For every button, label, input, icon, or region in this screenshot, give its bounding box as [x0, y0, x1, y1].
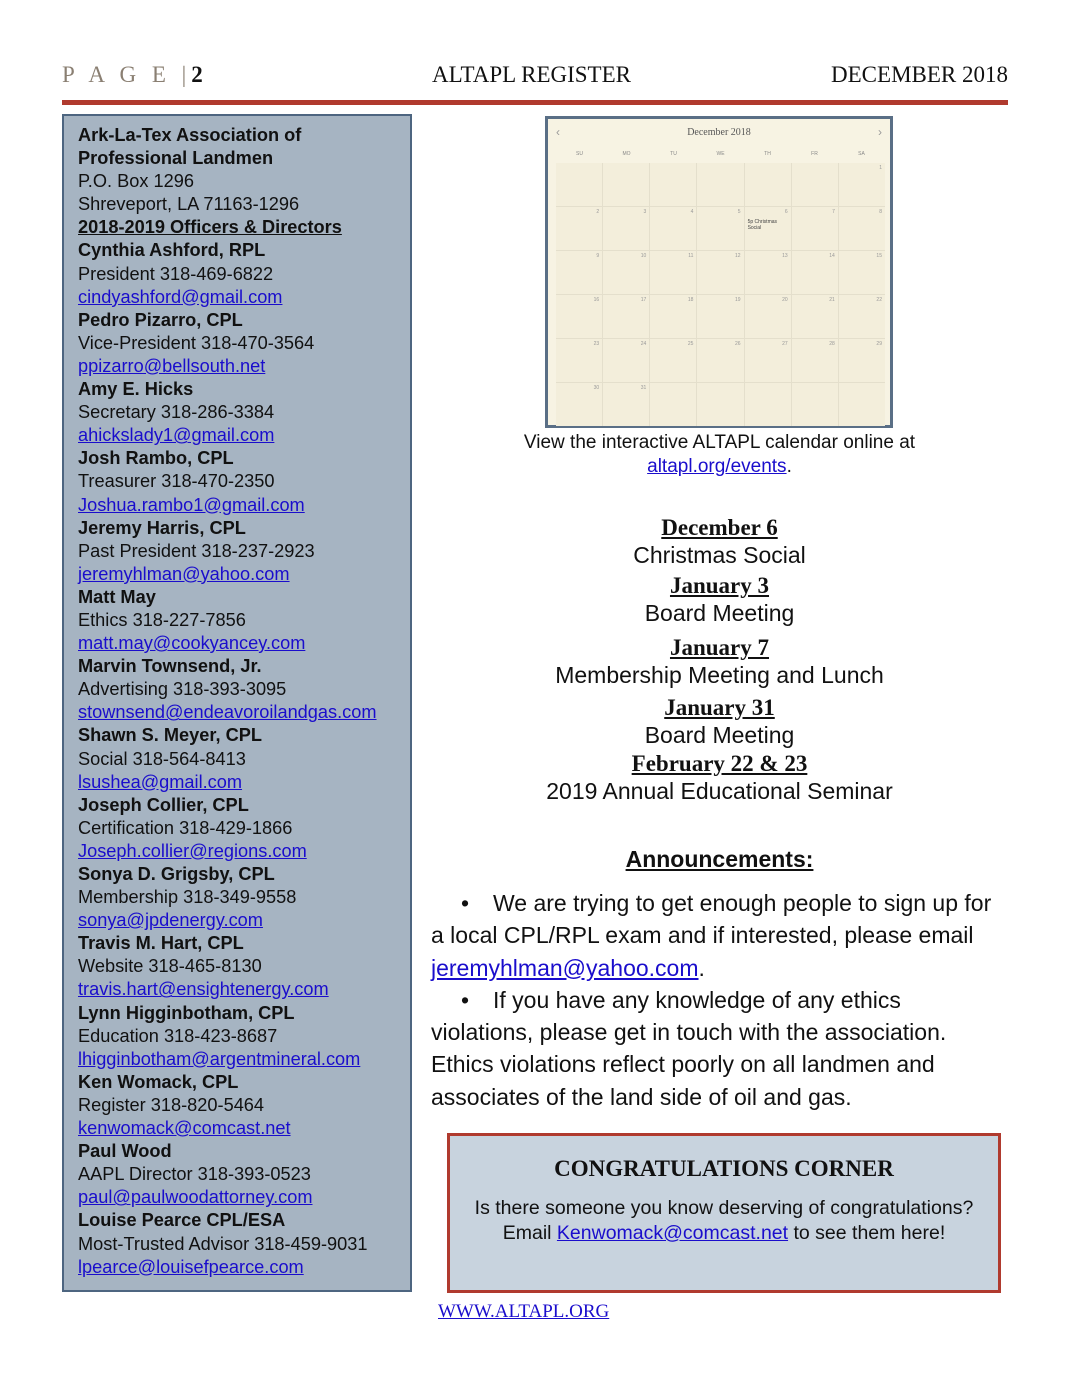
calendar-day-cell[interactable] [839, 251, 885, 294]
calendar-grid [556, 163, 885, 426]
officer-email-link[interactable]: lsushea@gmail.com [78, 771, 243, 792]
officer-role-phone: President 318-469-6822 [78, 263, 274, 284]
officer-email-link[interactable]: stownsend@endeavoroilandgas.com [78, 702, 377, 723]
officer-name: Marvin Townsend, Jr. [78, 656, 262, 677]
calendar-event[interactable]: 5p Christmas Social [747, 219, 778, 231]
day-number: 1 [879, 165, 882, 171]
calendar-caption: View the interactive ALTAPL calendar online at altapl.org/events. [523, 432, 916, 477]
announcement-item: • If you have any knowledge of any ethics violations, please get in touch with the association. Ethics violations reflect poorly on all landmen and associates of the land side of oil and gas. [431, 984, 1007, 1113]
event-date: December 6 [661, 515, 778, 540]
day-number: 2 [596, 209, 600, 215]
calendar-day-cell[interactable] [839, 339, 885, 382]
day-number: 26 [735, 341, 741, 347]
day-number: 18 [687, 297, 694, 303]
day-number: 10 [640, 253, 647, 259]
officer-name: Sonya D. Grigsby, CPL [78, 864, 275, 884]
announcement-item: • We are trying to get enough people to sign up for a local CPL/RPL exam and if interested, please email jeremyhlman@yahoo.com. [431, 887, 1007, 984]
officer-email-link[interactable]: paul@paulwoodattorney.com [78, 1187, 313, 1208]
calendar-day-cell[interactable] [556, 339, 602, 382]
officer-name: Shawn S. Meyer, CPL [78, 725, 262, 746]
calendar-day-cell[interactable] [603, 295, 649, 338]
officer-name: Matt May [78, 586, 156, 607]
event-date: February 22 & 23 [631, 751, 808, 776]
calendar-day-cell[interactable] [650, 339, 696, 382]
day-number: 4 [690, 209, 694, 215]
next-month-icon[interactable]: › [878, 125, 882, 139]
officer-role-phone: Advertising 318-393-3095 [78, 679, 287, 700]
calendar-day-cell[interactable] [697, 295, 743, 338]
day-number: 21 [829, 297, 835, 303]
calendar-day-cell[interactable] [697, 251, 743, 294]
weekday-label: TU [670, 151, 677, 157]
calendar-day-cell[interactable] [697, 383, 743, 426]
calendar-day-cell[interactable] [603, 163, 649, 206]
address-line2: Shreveport, LA 71163-1296 [78, 194, 300, 215]
officer-role-phone: Past President 318-237-2923 [78, 540, 315, 561]
calendar-day-cell[interactable] [839, 207, 885, 250]
day-number: 14 [829, 253, 835, 259]
officer-role-phone: Website 318-465-8130 [78, 956, 262, 977]
officer-role-phone: Treasurer 318-470-2350 [78, 471, 275, 492]
officer-role-phone: Ethics 318-227-7856 [78, 609, 246, 630]
officer-email-link[interactable]: jeremyhlman@yahoo.com [78, 563, 290, 584]
calendar-day-cell[interactable] [650, 295, 696, 338]
event-name: Membership Meeting and Lunch [555, 662, 884, 688]
officer-email-link[interactable]: Joshua.rambo1@gmail.com [78, 494, 305, 515]
officer-role-phone: Certification 318-429-1866 [78, 817, 293, 838]
calendar-day-cell[interactable] [745, 163, 791, 206]
calendar-day-cell[interactable] [603, 207, 649, 250]
newsletter-title: ALTAPL REGISTER [432, 62, 631, 87]
day-number: 29 [876, 341, 882, 347]
announcement-email-link[interactable]: jeremyhlman@yahoo.com [431, 954, 699, 981]
calendar-day-cell[interactable] [603, 383, 649, 426]
officer-role-phone: AAPL Director 318-393-0523 [78, 1164, 311, 1185]
congratulations-email-link[interactable]: Kenwomack@comcast.net [556, 1222, 789, 1244]
calendar-day-cell[interactable] [650, 163, 696, 206]
officer-role-phone: Membership 318-349-9558 [78, 887, 297, 908]
officer-role-phone: Most-Trusted Advisor 318-459-9031 [78, 1233, 368, 1254]
day-number: 17 [640, 297, 647, 303]
prev-month-icon[interactable]: ‹ [556, 125, 560, 139]
announcements-heading: Announcements: [625, 846, 814, 872]
officer-name: Amy E. Hicks [78, 379, 194, 400]
calendar-day-cell[interactable] [839, 383, 885, 426]
calendar-day-cell[interactable] [792, 251, 838, 294]
day-number: 30 [593, 385, 600, 391]
event-date: January 3 [669, 573, 770, 598]
org-name-line1: Ark-La-Tex Association of [78, 125, 302, 145]
weekday-label: TH [764, 151, 771, 157]
officer-email-link[interactable]: cindyashford@gmail.com [78, 286, 283, 307]
day-number: 25 [687, 341, 694, 347]
calendar-day-cell[interactable] [745, 251, 791, 294]
day-number: 27 [782, 341, 788, 347]
officer-name: Pedro Pizarro, CPL [78, 309, 243, 330]
officer-name: Cynthia Ashford, RPL [78, 240, 266, 261]
calendar-day-cell[interactable] [792, 383, 838, 426]
day-number: 9 [596, 253, 600, 259]
day-number: 23 [593, 341, 600, 347]
calendar-day-cell[interactable] [745, 207, 791, 250]
congratulations-box [447, 1133, 1001, 1293]
calendar-day-cell[interactable] [556, 383, 602, 426]
website-link[interactable]: WWW.ALTAPL.ORG [438, 1301, 610, 1322]
event-name: Christmas Social [633, 542, 806, 568]
calendar-day-cell[interactable] [745, 339, 791, 382]
calendar-day-cell[interactable] [697, 207, 743, 250]
day-number: 24 [640, 341, 647, 347]
weekday-label: WE [716, 151, 725, 157]
calendar-day-cell[interactable] [556, 251, 602, 294]
calendar-day-cell[interactable] [839, 295, 885, 338]
congratulations-title: CONGRATULATIONS CORNER [554, 1156, 894, 1181]
officer-role-phone: Vice-President 318-470-3564 [78, 332, 315, 353]
congratulations-text: Is there someone you know deserving of congratulations? Email Kenwomack@comcast.net to see them here! [474, 1197, 974, 1244]
calendar-events-link[interactable]: altapl.org/events [647, 456, 787, 477]
officers-heading: 2018-2019 Officers & Directors [78, 217, 342, 238]
address-line1: P.O. Box 1296 [78, 171, 194, 192]
day-number: 8 [879, 209, 882, 215]
day-number: 3 [643, 209, 647, 215]
officer-email-link[interactable]: travis.hart@ensightenergy.com [78, 979, 329, 1000]
officer-email-link[interactable]: ppizarro@bellsouth.net [78, 355, 266, 376]
calendar-day-cell[interactable] [792, 339, 838, 382]
bullet-icon: • [461, 986, 470, 1013]
day-number: 13 [782, 253, 788, 259]
day-number: 5 [737, 209, 741, 215]
event-date: January 31 [664, 695, 775, 720]
event-name: 2019 Annual Educational Seminar [546, 778, 893, 804]
day-number: 31 [640, 385, 647, 391]
officer-role-phone: Secretary 318-286-3384 [78, 402, 275, 423]
calendar-day-cell[interactable] [745, 295, 791, 338]
officer-email-link[interactable]: lpearce@louisefpearce.com [78, 1256, 304, 1277]
calendar-day-cell[interactable] [603, 339, 649, 382]
officer-role-phone: Register 318-820-5464 [78, 1094, 265, 1115]
calendar-day-cell[interactable] [603, 251, 649, 294]
calendar-day-cell[interactable] [650, 207, 696, 250]
officer-email-link[interactable]: ahickslady1@gmail.com [78, 425, 275, 446]
calendar-widget[interactable] [545, 116, 893, 428]
issue-date: DECEMBER 2018 [831, 62, 1008, 87]
calendar-day-cell[interactable] [697, 163, 743, 206]
calendar-day-cell[interactable] [556, 295, 602, 338]
officers-list [78, 239, 410, 1278]
day-number: 12 [735, 253, 741, 259]
officer-email-link[interactable]: Joseph.collier@regions.com [78, 840, 307, 861]
event-name: Board Meeting [644, 600, 795, 626]
calendar-day-cell[interactable] [556, 163, 602, 206]
weekday-header [556, 151, 885, 161]
weekday-label: FR [811, 151, 818, 157]
day-number: 20 [782, 297, 788, 303]
calendar-day-cell[interactable] [697, 339, 743, 382]
day-number: 22 [876, 297, 882, 303]
page-header [62, 62, 1008, 94]
officer-name: Joseph Collier, CPL [78, 794, 249, 815]
officer-email-link[interactable]: matt.may@cookyancey.com [78, 633, 306, 654]
day-number: 6 [784, 209, 788, 215]
weekday-label: SU [576, 151, 583, 157]
officer-role-phone: Education 318-423-8687 [78, 1025, 278, 1046]
officer-email-link[interactable]: lhigginbotham@argentmineral.com [78, 1048, 361, 1069]
day-number: 7 [832, 209, 835, 215]
day-number: 19 [735, 297, 741, 303]
day-number: 16 [593, 297, 600, 303]
officer-name: Josh Rambo, CPL [78, 448, 234, 469]
officer-email-link[interactable]: kenwomack@comcast.net [78, 1118, 291, 1139]
calendar-day-cell[interactable] [745, 383, 791, 426]
day-number: 28 [829, 341, 835, 347]
calendar-day-cell[interactable] [792, 207, 838, 250]
calendar-day-cell[interactable] [839, 163, 885, 206]
calendar-day-cell[interactable] [650, 383, 696, 426]
officer-role-phone: Social 318-564-8413 [78, 748, 246, 769]
calendar-day-cell[interactable] [792, 295, 838, 338]
calendar-day-cell[interactable] [792, 163, 838, 206]
upcoming-events [432, 514, 1007, 806]
event-date: January 7 [669, 635, 770, 660]
org-name-line2: Professional Landmen [78, 148, 274, 169]
header-rule [62, 100, 1008, 105]
officer-name: Paul Wood [78, 1141, 172, 1162]
calendar-day-cell[interactable] [556, 207, 602, 250]
event-name: Board Meeting [644, 722, 795, 748]
officer-name: Jeremy Harris, CPL [78, 517, 246, 538]
officer-name: Lynn Higginbotham, CPL [78, 1002, 295, 1023]
calendar-month-title: December 2018 [687, 127, 751, 138]
weekday-label: SA [858, 151, 865, 157]
officer-name: Ken Womack, CPL [78, 1071, 239, 1092]
calendar-day-cell[interactable] [650, 251, 696, 294]
bullet-icon: • [461, 890, 470, 916]
officer-name: Travis M. Hart, CPL [78, 933, 244, 954]
officer-name: Louise Pearce CPL/ESA [78, 1210, 286, 1231]
weekday-label: MO [622, 151, 631, 157]
announcements-list [431, 887, 1007, 1113]
day-number: 11 [688, 253, 694, 259]
officers-sidebar [62, 114, 412, 1292]
day-number: 15 [876, 253, 882, 259]
page-number-label: P A G E |2 [62, 62, 203, 87]
officer-email-link[interactable]: sonya@jpdenergy.com [78, 910, 263, 931]
